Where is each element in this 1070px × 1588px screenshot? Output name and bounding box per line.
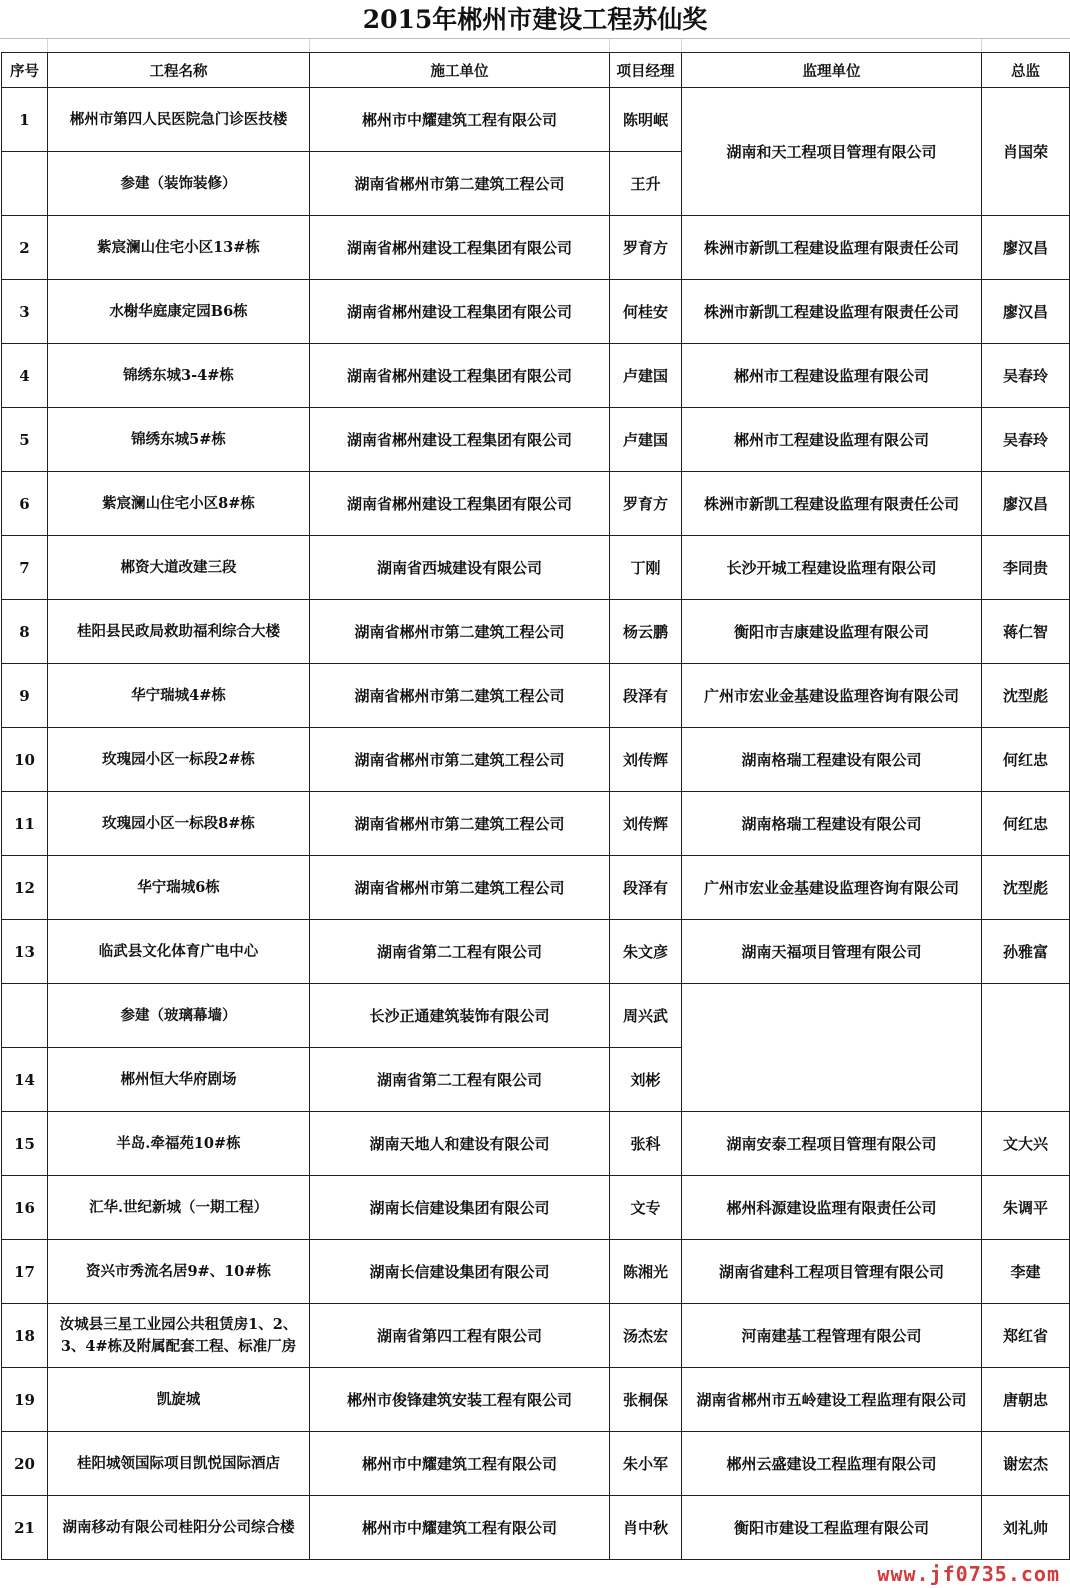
project-manager: 罗育方 xyxy=(610,216,682,280)
project-name: 参建（装饰装修） xyxy=(48,152,310,216)
supervisor-company: 湖南省郴州市五岭建设工程监理有限公司 xyxy=(682,1368,982,1432)
project-name: 锦绣东城3-4#栋 xyxy=(48,344,310,408)
builder-company: 湖南天地人和建设有限公司 xyxy=(310,1112,610,1176)
project-manager: 陈湘光 xyxy=(610,1240,682,1304)
builder-company: 湖南省郴州建设工程集团有限公司 xyxy=(310,280,610,344)
builder-company: 湖南省郴州市第二建筑工程公司 xyxy=(310,792,610,856)
builder-company: 郴州市俊锋建筑安装工程有限公司 xyxy=(310,1368,610,1432)
row-number: 7 xyxy=(2,536,48,600)
row-number: 21 xyxy=(2,1496,48,1560)
row-number xyxy=(2,984,48,1048)
supervisor-company: 长沙开城工程建设监理有限公司 xyxy=(682,536,982,600)
builder-company: 湖南省第四工程有限公司 xyxy=(310,1304,610,1368)
project-name: 紫宸澜山住宅小区8#栋 xyxy=(48,472,310,536)
builder-company: 湖南长信建设集团有限公司 xyxy=(310,1240,610,1304)
project-name: 汇华.世纪新城（一期工程） xyxy=(48,1176,310,1240)
project-name: 郴州恒大华府剧场 xyxy=(48,1048,310,1112)
table-row xyxy=(2,344,1070,408)
supervisor-company: 湖南格瑞工程建设有限公司 xyxy=(682,792,982,856)
supervisor-company: 湖南安泰工程项目管理有限公司 xyxy=(682,1112,982,1176)
award-table xyxy=(1,52,1070,1560)
project-name: 华宁瑞城4#栋 xyxy=(48,664,310,728)
project-manager: 陈明岷 xyxy=(610,88,682,152)
project-manager: 周兴武 xyxy=(610,984,682,1048)
table-row xyxy=(2,1112,1070,1176)
project-manager: 何桂安 xyxy=(610,280,682,344)
project-manager: 文专 xyxy=(610,1176,682,1240)
row-number: 4 xyxy=(2,344,48,408)
builder-company: 湖南省郴州市第二建筑工程公司 xyxy=(310,664,610,728)
row-number: 14 xyxy=(2,1048,48,1112)
chief-supervisor: 李建 xyxy=(982,1240,1070,1304)
chief-supervisor: 文大兴 xyxy=(982,1112,1070,1176)
header-no: 序号 xyxy=(2,53,48,88)
watermark: www.jf0735.com xyxy=(877,1562,1060,1586)
supervisor-company: 株洲市新凯工程建设监理有限责任公司 xyxy=(682,472,982,536)
project-manager: 刘彬 xyxy=(610,1048,682,1112)
builder-company: 郴州市中耀建筑工程有限公司 xyxy=(310,1496,610,1560)
supervisor-company: 郴州市工程建设监理有限公司 xyxy=(682,344,982,408)
chief-supervisor: 吴春玲 xyxy=(982,408,1070,472)
empty-spreadsheet-row xyxy=(0,38,1070,53)
project-manager: 朱小军 xyxy=(610,1432,682,1496)
project-name: 桂阳县民政局救助福利综合大楼 xyxy=(48,600,310,664)
table-row xyxy=(2,1240,1070,1304)
project-manager: 段泽有 xyxy=(610,664,682,728)
table-row xyxy=(2,920,1070,984)
builder-company: 湖南省郴州建设工程集团有限公司 xyxy=(310,472,610,536)
table-row xyxy=(2,1176,1070,1240)
row-number: 5 xyxy=(2,408,48,472)
chief-supervisor: 朱调平 xyxy=(982,1176,1070,1240)
chief-supervisor: 沈型彪 xyxy=(982,664,1070,728)
builder-company: 湖南省西城建设有限公司 xyxy=(310,536,610,600)
chief-supervisor: 蒋仁智 xyxy=(982,600,1070,664)
supervisor-company: 湖南省建科工程项目管理有限公司 xyxy=(682,1240,982,1304)
header-supervisor: 监理单位 xyxy=(682,53,982,88)
project-name: 临武县文化体育广电中心 xyxy=(48,920,310,984)
row-number: 10 xyxy=(2,728,48,792)
row-number: 17 xyxy=(2,1240,48,1304)
project-manager: 卢建国 xyxy=(610,408,682,472)
table-row xyxy=(2,1368,1070,1432)
chief-supervisor: 李同贵 xyxy=(982,536,1070,600)
row-number: 11 xyxy=(2,792,48,856)
table-row xyxy=(2,856,1070,920)
builder-company: 湖南省郴州市第二建筑工程公司 xyxy=(310,728,610,792)
row-number: 8 xyxy=(2,600,48,664)
project-manager: 丁刚 xyxy=(610,536,682,600)
row-number: 13 xyxy=(2,920,48,984)
table-row xyxy=(2,600,1070,664)
table-header-row xyxy=(2,53,1070,88)
header-builder: 施工单位 xyxy=(310,53,610,88)
project-name: 华宁瑞城6栋 xyxy=(48,856,310,920)
supervisor-company: 株洲市新凯工程建设监理有限责任公司 xyxy=(682,280,982,344)
project-name: 紫宸澜山住宅小区13#栋 xyxy=(48,216,310,280)
row-number: 9 xyxy=(2,664,48,728)
supervisor-company xyxy=(682,984,982,1112)
table-row xyxy=(2,1496,1070,1560)
project-name: 半岛.牵福苑10#栋 xyxy=(48,1112,310,1176)
table-row xyxy=(2,664,1070,728)
row-number: 6 xyxy=(2,472,48,536)
project-name: 锦绣东城5#栋 xyxy=(48,408,310,472)
builder-company: 湖南省第二工程有限公司 xyxy=(310,920,610,984)
project-name: 郴州市第四人民医院急门诊医技楼 xyxy=(48,88,310,152)
chief-supervisor: 何红忠 xyxy=(982,728,1070,792)
chief-supervisor: 廖汉昌 xyxy=(982,280,1070,344)
supervisor-company: 衡阳市建设工程监理有限公司 xyxy=(682,1496,982,1560)
chief-supervisor: 肖国荣 xyxy=(982,88,1070,216)
chief-supervisor: 廖汉昌 xyxy=(982,472,1070,536)
project-manager: 肖中秋 xyxy=(610,1496,682,1560)
row-number: 1 xyxy=(2,88,48,152)
project-manager: 段泽有 xyxy=(610,856,682,920)
project-manager: 卢建国 xyxy=(610,344,682,408)
table-row xyxy=(2,728,1070,792)
project-manager: 王升 xyxy=(610,152,682,216)
builder-company: 湖南省郴州建设工程集团有限公司 xyxy=(310,216,610,280)
supervisor-company: 株洲市新凯工程建设监理有限责任公司 xyxy=(682,216,982,280)
chief-supervisor: 吴春玲 xyxy=(982,344,1070,408)
supervisor-company: 广州市宏业金基建设监理咨询有限公司 xyxy=(682,856,982,920)
project-manager: 朱文彦 xyxy=(610,920,682,984)
project-name: 桂阳城领国际项目凯悦国际酒店 xyxy=(48,1432,310,1496)
row-number: 3 xyxy=(2,280,48,344)
chief-supervisor: 沈型彪 xyxy=(982,856,1070,920)
project-name: 水榭华庭康定园B6栋 xyxy=(48,280,310,344)
table-row xyxy=(2,536,1070,600)
chief-supervisor: 刘礼帅 xyxy=(982,1496,1070,1560)
chief-supervisor xyxy=(982,984,1070,1112)
project-name: 郴资大道改建三段 xyxy=(48,536,310,600)
supervisor-company: 湖南天福项目管理有限公司 xyxy=(682,920,982,984)
supervisor-company: 河南建基工程管理有限公司 xyxy=(682,1304,982,1368)
chief-supervisor: 何红忠 xyxy=(982,792,1070,856)
project-manager: 刘传辉 xyxy=(610,792,682,856)
builder-company: 湖南省第二工程有限公司 xyxy=(310,1048,610,1112)
chief-supervisor: 孙雅富 xyxy=(982,920,1070,984)
row-number: 18 xyxy=(2,1304,48,1368)
supervisor-company: 广州市宏业金基建设监理咨询有限公司 xyxy=(682,664,982,728)
project-name: 玫瑰园小区一标段2#栋 xyxy=(48,728,310,792)
project-name: 凯旋城 xyxy=(48,1368,310,1432)
table-row xyxy=(2,88,1070,152)
row-number: 12 xyxy=(2,856,48,920)
builder-company: 湖南长信建设集团有限公司 xyxy=(310,1176,610,1240)
builder-company: 郴州市中耀建筑工程有限公司 xyxy=(310,1432,610,1496)
table-row xyxy=(2,472,1070,536)
builder-company: 湖南省郴州市第二建筑工程公司 xyxy=(310,152,610,216)
project-name: 汝城县三星工业园公共租赁房1、2、3、4#栋及附属配套工程、标准厂房 xyxy=(48,1304,310,1368)
project-manager: 张桐保 xyxy=(610,1368,682,1432)
project-manager: 刘传辉 xyxy=(610,728,682,792)
project-name: 湖南移动有限公司桂阳分公司综合楼 xyxy=(48,1496,310,1560)
header-director: 总监 xyxy=(982,53,1070,88)
row-number: 15 xyxy=(2,1112,48,1176)
supervisor-company: 郴州市工程建设监理有限公司 xyxy=(682,408,982,472)
builder-company: 湖南省郴州建设工程集团有限公司 xyxy=(310,344,610,408)
table-row xyxy=(2,792,1070,856)
supervisor-company: 湖南和天工程项目管理有限公司 xyxy=(682,88,982,216)
header-manager: 项目经理 xyxy=(610,53,682,88)
table-row xyxy=(2,280,1070,344)
project-name: 玫瑰园小区一标段8#栋 xyxy=(48,792,310,856)
supervisor-company: 衡阳市吉康建设监理有限公司 xyxy=(682,600,982,664)
project-name: 资兴市秀流名居9#、10#栋 xyxy=(48,1240,310,1304)
chief-supervisor: 唐朝忠 xyxy=(982,1368,1070,1432)
project-name: 参建（玻璃幕墙） xyxy=(48,984,310,1048)
chief-supervisor: 谢宏杰 xyxy=(982,1432,1070,1496)
supervisor-company: 湖南格瑞工程建设有限公司 xyxy=(682,728,982,792)
builder-company: 湖南省郴州市第二建筑工程公司 xyxy=(310,856,610,920)
page-title: 2015年郴州市建设工程苏仙奖 xyxy=(362,5,708,34)
header-project-name: 工程名称 xyxy=(48,53,310,88)
builder-company: 长沙正通建筑装饰有限公司 xyxy=(310,984,610,1048)
row-number: 19 xyxy=(2,1368,48,1432)
table-row xyxy=(2,1432,1070,1496)
project-manager: 罗育方 xyxy=(610,472,682,536)
supervisor-company: 郴州科源建设监理有限责任公司 xyxy=(682,1176,982,1240)
table-row xyxy=(2,408,1070,472)
project-manager: 杨云鹏 xyxy=(610,600,682,664)
chief-supervisor: 廖汉昌 xyxy=(982,216,1070,280)
row-number: 2 xyxy=(2,216,48,280)
supervisor-company: 郴州云盛建设工程监理有限公司 xyxy=(682,1432,982,1496)
project-manager: 张科 xyxy=(610,1112,682,1176)
builder-company: 湖南省郴州建设工程集团有限公司 xyxy=(310,408,610,472)
row-number: 16 xyxy=(2,1176,48,1240)
table-row xyxy=(2,216,1070,280)
row-number: 20 xyxy=(2,1432,48,1496)
chief-supervisor: 郑红省 xyxy=(982,1304,1070,1368)
table-row xyxy=(2,1304,1070,1368)
table-row xyxy=(2,984,1070,1048)
project-manager: 汤杰宏 xyxy=(610,1304,682,1368)
builder-company: 郴州市中耀建筑工程有限公司 xyxy=(310,88,610,152)
row-number xyxy=(2,152,48,216)
builder-company: 湖南省郴州市第二建筑工程公司 xyxy=(310,600,610,664)
